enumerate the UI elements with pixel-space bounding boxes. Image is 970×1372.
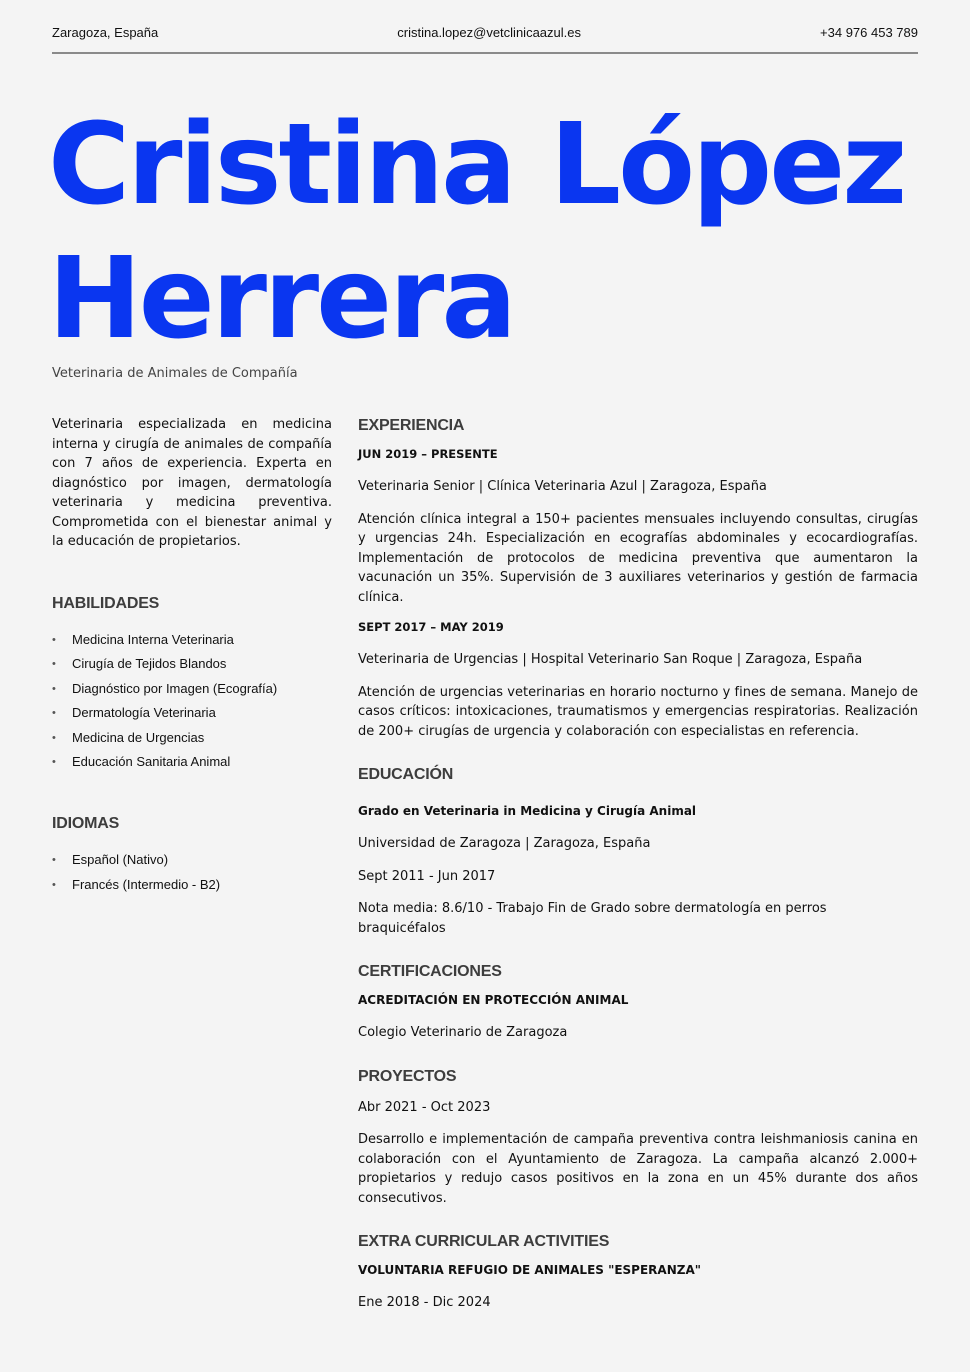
skill-item: • Medicina Interna Veterinaria bbox=[52, 632, 332, 648]
profile-summary: Veterinaria especializada en medicina interna y cirugía de animales de compañía con 7 años de experiencia. Experta en diagnóstico por imagen, dermatología veterinaria y medicina preventiva. Comprometida con el bienestar animal y la educación de propietarios. bbox=[52, 417, 332, 549]
language-item: • Francés (Intermedio - B2) bbox=[52, 877, 332, 893]
skill-item: • Dermatología Veterinaria bbox=[52, 705, 332, 721]
extracurricular-heading: EXTRA CURRICULAR ACTIVITIES bbox=[358, 1233, 610, 1250]
left-column bbox=[52, 415, 332, 901]
skill-item: • Educación Sanitaria Animal bbox=[52, 754, 332, 770]
education-dates: Sept 2011 - Jun 2017 bbox=[358, 868, 496, 884]
certification-name: ACREDITACIÓN EN PROTECCIÓN ANIMAL bbox=[358, 993, 629, 1007]
job-description: Atención clínica integral a 150+ pacientes mensuales incluyendo consultas, cirugías y urgencias 24h. Especialización en ecografías abdominales y ecocardiografías. Implementación de protocolos de medicina preventiva que aumentaron la vacunación un 35%. Supervisión de 3 auxiliares veterinarios y gestión de farmacia clínica. bbox=[358, 511, 918, 605]
degree-name: Grado en Veterinaria in Medicina y Cirugía Animal bbox=[358, 804, 697, 818]
skills-heading: HABILIDADES bbox=[52, 594, 160, 612]
school-name: Universidad de Zaragoza | Zaragoza, España bbox=[358, 836, 651, 851]
location-text: Zaragoza, España bbox=[52, 25, 159, 40]
certification-issuer: Colegio Veterinario de Zaragoza bbox=[358, 1025, 568, 1040]
job-date: JUN 2019 – PRESENTE bbox=[358, 447, 498, 461]
languages-heading: IDIOMAS bbox=[52, 815, 120, 832]
email-text: cristina.lopez@vetclinicaazul.es bbox=[397, 25, 581, 40]
project-dates: Abr 2021 - Oct 2023 bbox=[358, 1099, 491, 1115]
job-description: Atención de urgencias veterinarias en horario nocturno y fines de semana. Manejo de casos críticos: intoxicaciones, traumatismos y emergencias respiratorias. Realización de 200+ cirugías de urgencia y colaboración con especialistas en referencia. bbox=[358, 684, 918, 739]
job-role: Veterinaria Senior | Clínica Veterinaria Azul | Zaragoza, España bbox=[358, 479, 767, 494]
job-date: SEPT 2017 – MAY 2019 bbox=[358, 620, 504, 634]
education-heading: EDUCACIÓN bbox=[358, 766, 454, 783]
languages-list bbox=[52, 852, 332, 893]
full-name bbox=[48, 98, 948, 366]
projects-heading: PROYECTOS bbox=[358, 1067, 457, 1085]
job-role: Veterinaria de Urgencias | Hospital Veterinario San Roque | Zaragoza, España bbox=[358, 652, 863, 667]
contact-bar bbox=[52, 25, 918, 40]
skills-list bbox=[52, 632, 332, 771]
education-note: Nota media: 8.6/10 - Trabajo Fin de Grado sobre dermatología en perros braquicéfalos bbox=[358, 901, 827, 936]
phone-text: +34 976 453 789 bbox=[820, 25, 918, 40]
certifications-heading: CERTIFICACIONES bbox=[358, 963, 502, 980]
activity-name: VOLUNTARIA REFUGIO DE ANIMALES "ESPERANZA" bbox=[358, 1263, 701, 1277]
name-line-1: Cristina López bbox=[48, 100, 905, 230]
header-divider bbox=[52, 52, 918, 54]
skill-item: • Diagnóstico por Imagen (Ecografía) bbox=[52, 681, 332, 697]
skill-item: • Medicina de Urgencias bbox=[52, 730, 332, 746]
right-column bbox=[358, 417, 918, 1326]
name-line-2: Herrera bbox=[48, 234, 514, 364]
project-description: Desarrollo e implementación de campaña preventiva contra leishmaniosis canina en colaboración con el Ayuntamiento de Zaragoza. La campaña alcanzó 2.000+ propietarios y redujo casos positivos en la zona en un 45% durante dos años consecutivos. bbox=[358, 1132, 918, 1206]
job-title: Veterinaria de Animales de Compañía bbox=[52, 366, 298, 381]
skill-item: • Cirugía de Tejidos Blandos bbox=[52, 656, 332, 672]
language-item: • Español (Nativo) bbox=[52, 852, 332, 868]
experience-heading: EXPERIENCIA bbox=[358, 417, 465, 434]
activity-dates: Ene 2018 - Dic 2024 bbox=[358, 1295, 491, 1310]
